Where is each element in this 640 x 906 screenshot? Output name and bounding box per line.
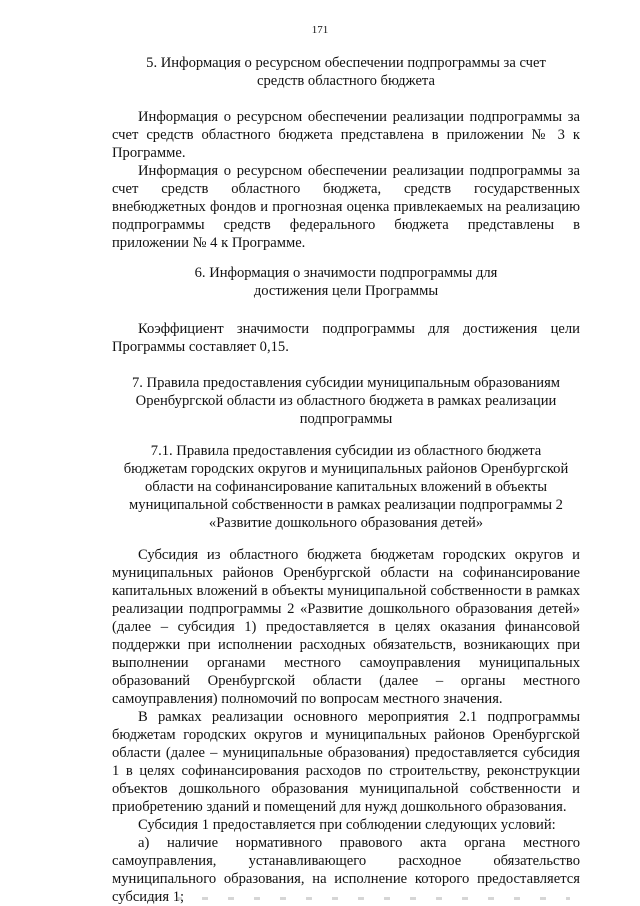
paragraph-subsidy-purpose: Субсидия из областного бюджета бюджетам городских округов и муниципальных районов Оренбургской области на софинансирование капитальных вложений в объекты муниципальной собственности в рамках реализации подпрограммы 2 «Развитие дошкольного образования детей» (далее – субсидия 1) предоставляется в целях оказания финансовой поддержки при исполнении расходных обязательств, возникающих при выполнении органами местного самоуправления муниципальных образований Оренбургской области (далее – органы местного самоуправления) полномочий по вопросам местного значения. [112, 547, 580, 707]
scan-artifact [150, 897, 570, 900]
paragraph-subsidy-conditions: Субсидия 1 предоставляется при соблюдении следующих условий: [138, 817, 556, 833]
paragraph-condition-a: а) наличие нормативного правового акта органа местного самоуправления, устанавливающего расходное обязательство муниципального образования, на исполнение которого предоставляется субсидия 1; [112, 835, 580, 905]
section-heading-5: 5. Информация о ресурсном обеспечении подпрограммы за счет средств областного бюджета [146, 55, 546, 89]
section-heading-7: 7. Правила предоставления субсидии муниципальным образованиям Оренбургской области из областного бюджета в рамках реализации подпрограммы [131, 375, 561, 427]
paragraph-resources-regional: Информация о ресурсном обеспечении реализации подпрограммы за счет средств областного бюджета представлена в приложении № 3 к Программе. [112, 109, 580, 161]
paragraph-subsidy-activity: В рамках реализации основного мероприятия 2.1 подпрограммы бюджетам городских округов и муниципальных районов Оренбургской области (далее – муниципальные образования) предоставляется субсидия 1 в целях софинансирования расходов по строительству, реконструкции объектов дошкольного образования муниципальной собственности и приобретению зданий и помещений для нужд дошкольного образования. [112, 709, 580, 815]
document-body [112, 52, 580, 906]
page-number: 171 [311, 24, 329, 36]
paragraph-significance: Коэффициент значимости подпрограммы для достижения цели Программы составляет 0,15. [112, 321, 580, 355]
paragraph-resources-federal: Информация о ресурсном обеспечении реализации подпрограммы за счет средств областного бюджета, средств государственных внебюджетных фондов и прогнозная оценка привлекаемых на реализацию подпрограммы средств федерального бюджета представлены в приложении № 4 к Программе. [112, 163, 580, 251]
subsection-heading-7-1: 7.1. Правила предоставления субсидии из областного бюджета бюджетам городских округов и муниципальных районов Оренбургской области на софинансирование капитальных вложений в объекты муниципальной собственности в рамках реализации подпрограммы 2 «Развитие дошкольного образования детей» [123, 443, 569, 531]
section-heading-6: 6. Информация о значимости подпрограммы для достижения цели Программы [194, 265, 498, 299]
